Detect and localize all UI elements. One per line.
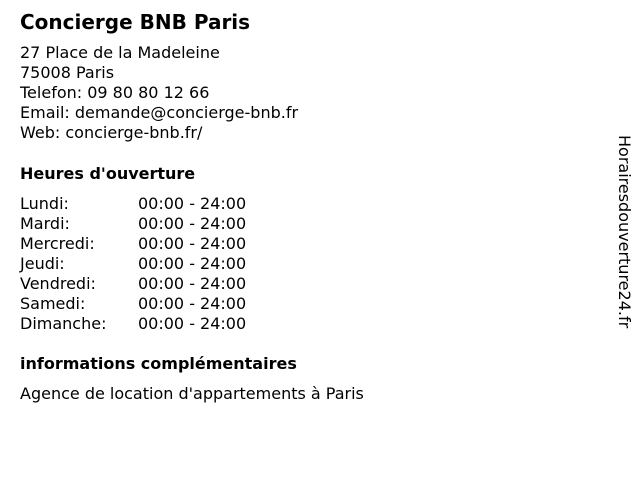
day-label: Jeudi: — [20, 254, 65, 273]
time-range: 00:00 - 24:00 — [138, 194, 247, 213]
opening-hours-table — [20, 194, 280, 334]
day-label: Samedi: — [20, 294, 86, 313]
opening-hours-heading: Heures d'ouverture — [20, 164, 196, 183]
additional-info-text: Agence de location d'appartements à Paris — [20, 384, 364, 403]
time-range: 00:00 - 24:00 — [138, 274, 247, 293]
day-label: Mercredi: — [20, 234, 95, 253]
time-range: 00:00 - 24:00 — [138, 254, 247, 273]
hours-row-monday — [20, 194, 280, 214]
additional-info-heading: informations complémentaires — [20, 354, 297, 373]
phone-line: Telefon: 09 80 80 12 66 — [20, 83, 210, 102]
address-line-city: 75008 Paris — [20, 63, 115, 82]
time-range: 00:00 - 24:00 — [138, 234, 247, 253]
email-line: Email: demande@concierge-bnb.fr — [20, 103, 299, 122]
day-label: Dimanche: — [20, 314, 107, 333]
time-range: 00:00 - 24:00 — [138, 294, 247, 313]
day-label: Vendredi: — [20, 274, 96, 293]
business-name: Concierge BNB Paris — [20, 10, 251, 34]
hours-row-sunday — [20, 314, 280, 334]
time-range: 00:00 - 24:00 — [138, 314, 247, 333]
web-line: Web: concierge-bnb.fr/ — [20, 123, 203, 142]
hours-row-wednesday — [20, 234, 280, 254]
hours-row-tuesday — [20, 214, 280, 234]
hours-row-thursday — [20, 254, 280, 274]
day-label: Mardi: — [20, 214, 70, 233]
site-watermark: Horairesdouverture24.fr — [615, 135, 634, 329]
hours-row-friday — [20, 274, 280, 294]
contact-block — [20, 43, 298, 143]
address-line-street: 27 Place de la Madeleine — [20, 43, 220, 62]
day-label: Lundi: — [20, 194, 69, 213]
hours-row-saturday — [20, 294, 280, 314]
time-range: 00:00 - 24:00 — [138, 214, 247, 233]
